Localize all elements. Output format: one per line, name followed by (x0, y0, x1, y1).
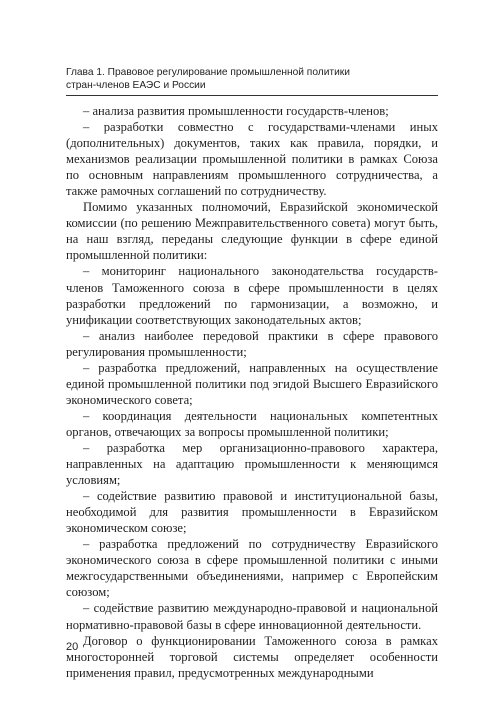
paragraph: – анализ наиболее передовой практики в сфере правового регулирования промышленности; (66, 328, 438, 359)
running-header (66, 67, 438, 92)
running-header-line-2: стран-членов ЕАЭС и России (66, 79, 206, 91)
paragraph: – разработка предложений, направленных на осуществление единой промышленной политики под эгидой Высшего Евразийского экономического совета; (66, 360, 438, 407)
page-body (66, 103, 438, 681)
header-divider (66, 95, 438, 96)
paragraph: – координация деятельности национальных компетентных органов, отвечающих за вопросы промышленной политики; (66, 408, 438, 439)
paragraph: – содействие развитию международно-правовой и национальной нормативно-правовой базы в сфере инновационной деятельности. (66, 601, 438, 632)
paragraph: Помимо указанных полномочий, Евразийской экономической комиссии (по решению Межправительственного совета) могут быть, на наш взгляд, переданы следующие функции в сфере единой промышленной политики: (66, 200, 438, 263)
paragraph: Договор о функционировании Таможенного союза в рамках многосторонней торговой системы определяет особенности применения правил, предусмотренных международными (66, 633, 438, 680)
paragraph: – разработка мер организационно-правового характера, направленных на адаптацию промышленности к меняющимся условиям; (66, 440, 438, 488)
running-header-line-1: Глава 1. Правовое регулирование промышленной политики (66, 67, 350, 78)
paragraph: – мониторинг национального законодательства государств-членов Таможенного союза в сфере промышленности в целях разработки предложений по гармонизации, а возможно, и унификации соответствующих законодательных актов; (66, 264, 438, 327)
paragraph: – разработка предложений по сотрудничеству Евразийского экономического союза в сфере промышленной политики с иными межгосударственными объединениями, например с Европейским союзом; (66, 537, 438, 600)
page-number: 20 (66, 641, 79, 653)
paragraph: – разработки совместно с государствами-членами иных (дополнительных) документов, таких как правила, порядки, и механизмов реализации промышленной политики в рамках Союза по основным направлениям промышленного сотрудничества, а также рамочных соглашений по сотрудничеству. (66, 120, 438, 199)
paragraph: – содействие развитию правовой и институциональной базы, необходимой для развития промышленности в Евразийском экономическом союзе; (66, 489, 438, 536)
paragraph: – анализа развития промышленности государств-членов; (83, 104, 389, 118)
